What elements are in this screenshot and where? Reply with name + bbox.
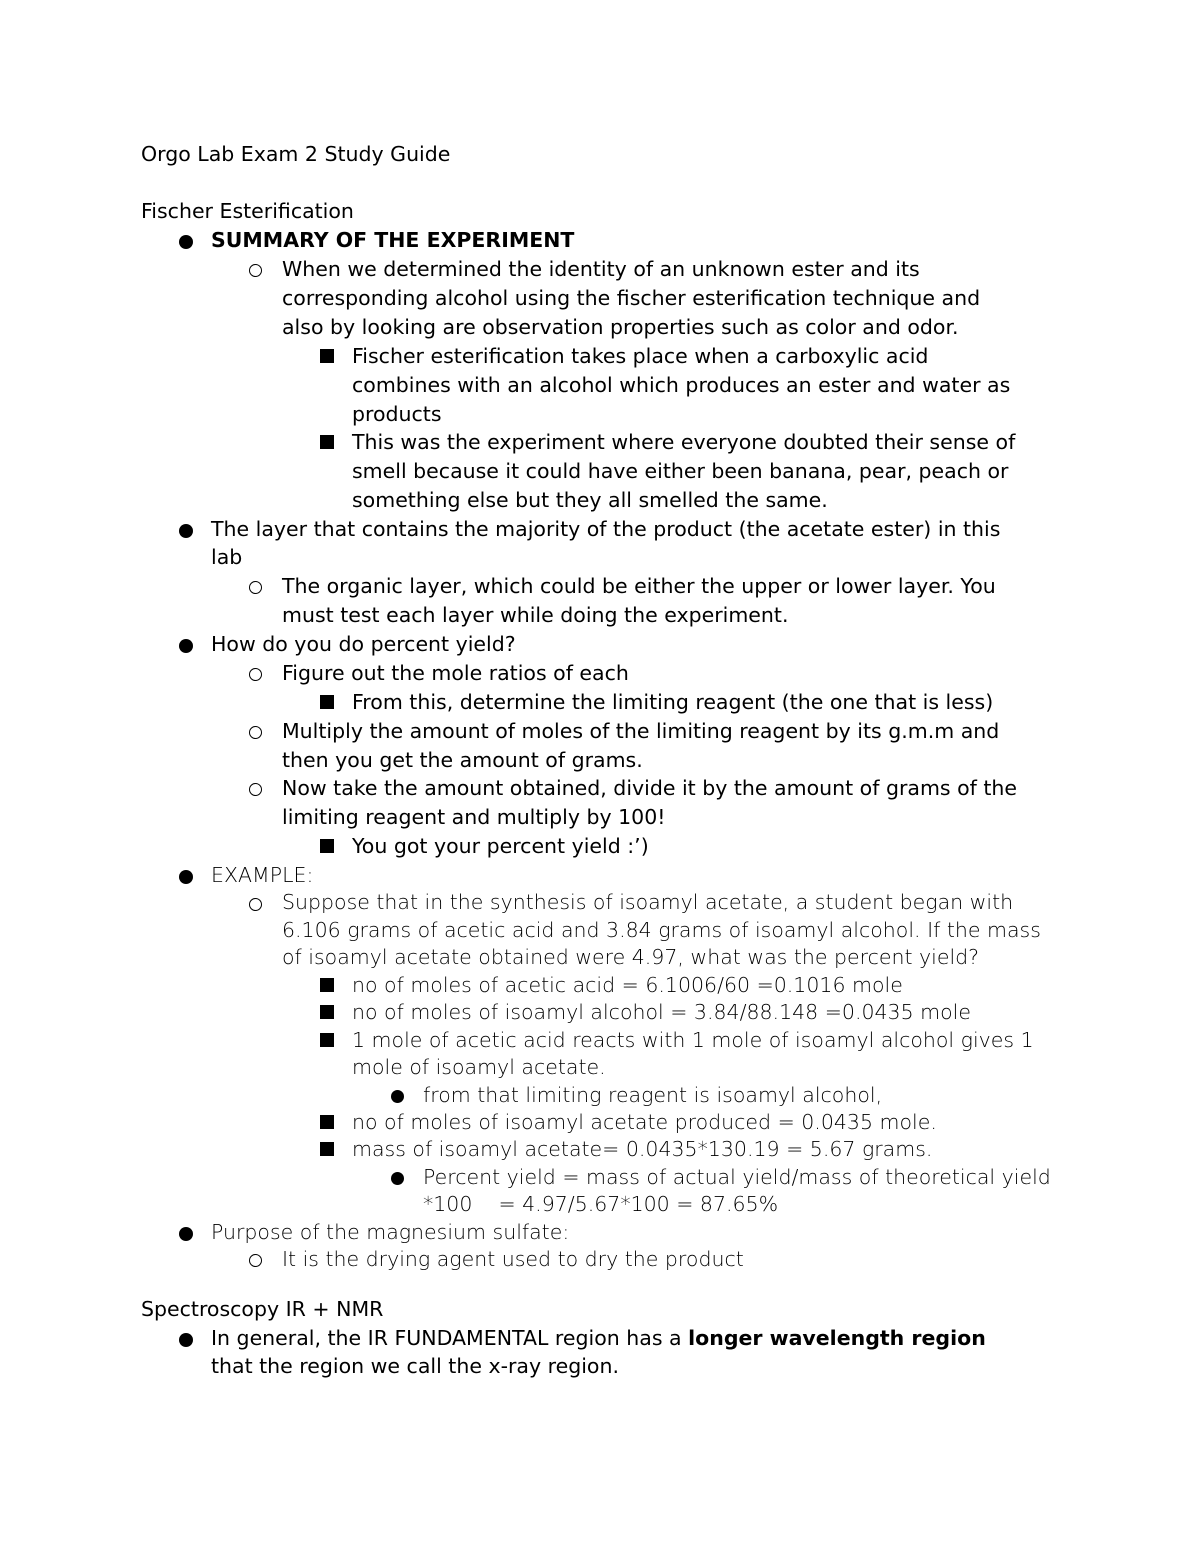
bullet-square-icon — [320, 1142, 334, 1156]
bullet-circle-icon — [249, 1254, 262, 1267]
bullet-square-icon — [320, 349, 334, 363]
ir-paragraph-line: that the region we call the x-ray region. — [211, 1354, 619, 1378]
bullet-square-icon — [320, 839, 334, 853]
layer-question-line: The layer that contains the majority of the product (the acetate ester) in this — [211, 517, 1001, 541]
example-calc-sub-line: *100 = 4.97/5.67*100 = 87.65% — [423, 1192, 779, 1216]
mgso4-question: Purpose of the magnesium sulfate: — [211, 1220, 570, 1244]
ir-emphasis: longer wavelength region — [688, 1326, 986, 1350]
yield-step-line: Now take the amount obtained, divide it by the amount of grams of the — [282, 776, 1018, 800]
bullet-dot-icon — [391, 1090, 404, 1103]
document-title: Orgo Lab Exam 2 Study Guide — [141, 142, 451, 166]
summary-sub-line: combines with an alcohol which produces an ester and water as — [352, 373, 1011, 397]
bullet-circle-icon — [249, 783, 262, 796]
example-calc: no of moles of isoamyl alcohol = 3.84/88.148 =0.0435 mole — [352, 1000, 971, 1024]
layer-answer-line: The organic layer, which could be either the upper or lower layer. You — [282, 574, 996, 598]
example-calc-sub-line: Percent yield = mass of actual yield/mass of theoretical yield — [423, 1165, 1051, 1189]
bullet-dot-icon — [391, 1172, 404, 1185]
bullet-dot-icon — [179, 524, 193, 538]
example-calc-line: mole of isoamyl acetate. — [352, 1055, 606, 1079]
bullet-dot-icon — [179, 870, 193, 884]
summary-sub-line: products — [352, 402, 442, 426]
example-calc-sub: from that limiting reagent is isoamyl alcohol, — [423, 1083, 883, 1107]
summary-sub-line: smell because it could have either been banana, pear, peach or — [352, 459, 1009, 483]
example-calc: no of moles of acetic acid = 6.1006/60 =0.1016 mole — [352, 973, 903, 997]
summary-desc-line: When we determined the identity of an unknown ester and its — [282, 257, 920, 281]
mgso4-answer: It is the drying agent used to dry the product — [282, 1247, 744, 1271]
section-heading-fischer: Fischer Esterification — [141, 199, 354, 223]
example-label: EXAMPLE: — [211, 863, 314, 887]
yield-step-line: Multiply the amount of moles of the limiting reagent by its g.m.m and — [282, 719, 1000, 743]
example-calc: mass of isoamyl acetate= 0.0435*130.19 = 5.67 grams. — [352, 1137, 933, 1161]
summary-heading: SUMMARY OF THE EXPERIMENT — [211, 228, 575, 252]
layer-question-line: lab — [211, 545, 243, 569]
bullet-dot-icon — [179, 235, 193, 249]
example-calc: no of moles of isoamyl acetate produced = 0.0435 mole. — [352, 1110, 937, 1134]
example-problem-line: Suppose that in the synthesis of isoamyl acetate, a student began with — [282, 890, 1014, 914]
bullet-circle-icon — [249, 581, 262, 594]
bullet-dot-icon — [179, 639, 193, 653]
bullet-circle-icon — [249, 668, 262, 681]
ir-paragraph-line — [211, 1324, 986, 1352]
bullet-square-icon — [320, 978, 334, 992]
example-problem-line: 6.106 grams of acetic acid and 3.84 grams of isoamyl alcohol. If the mass — [282, 918, 1041, 942]
summary-sub-line: This was the experiment where everyone doubted their sense of — [352, 430, 1016, 454]
yield-step: Figure out the mole ratios of each — [282, 661, 629, 685]
summary-sub-line: Fischer esterification takes place when a carboxylic acid — [352, 344, 929, 368]
bullet-dot-icon — [179, 1333, 193, 1347]
example-problem-line: of isoamyl acetate obtained were 4.97, what was the percent yield? — [282, 945, 980, 969]
bullet-square-icon — [320, 1005, 334, 1019]
bullet-dot-icon — [179, 1227, 193, 1241]
yield-step-sub: You got your percent yield :’) — [352, 834, 649, 858]
yield-step-line: limiting reagent and multiply by 100! — [282, 805, 666, 829]
yield-question: How do you do percent yield? — [211, 632, 516, 656]
section-heading-spectroscopy: Spectroscopy IR + NMR — [141, 1297, 384, 1321]
bullet-circle-icon — [249, 264, 262, 277]
summary-desc-line: corresponding alcohol using the fischer esterification technique and — [282, 286, 981, 310]
bullet-square-icon — [320, 1115, 334, 1129]
bullet-circle-icon — [249, 726, 262, 739]
bullet-square-icon — [320, 695, 334, 709]
summary-sub-line: something else but they all smelled the same. — [352, 488, 828, 512]
bullet-circle-icon — [249, 898, 262, 911]
layer-answer-line: must test each layer while doing the experiment. — [282, 603, 789, 627]
summary-desc-line: also by looking are observation properties such as color and odor. — [282, 315, 959, 339]
yield-step-sub: From this, determine the limiting reagent (the one that is less) — [352, 690, 994, 714]
bullet-square-icon — [320, 435, 334, 449]
bullet-square-icon — [320, 1033, 334, 1047]
yield-step-line: then you get the amount of grams. — [282, 748, 643, 772]
ir-text: In general, the IR FUNDAMENTAL region has a — [211, 1326, 689, 1350]
example-calc-line: 1 mole of acetic acid reacts with 1 mole of isoamyl alcohol gives 1 — [352, 1028, 1034, 1052]
